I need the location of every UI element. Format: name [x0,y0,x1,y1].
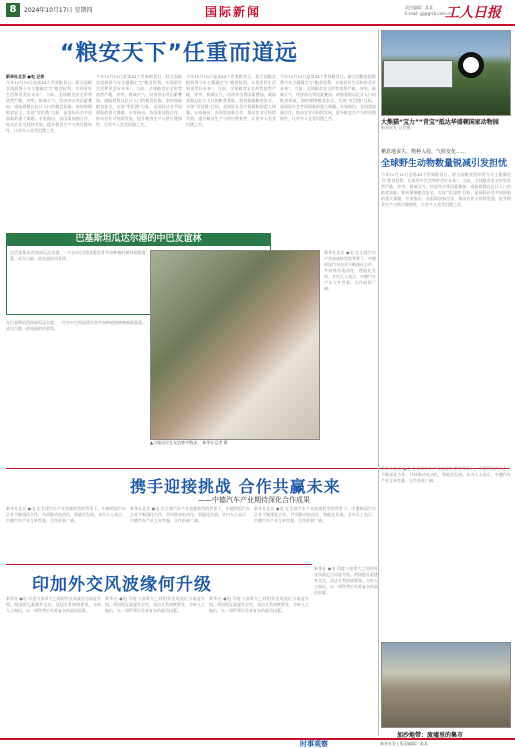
article-body: 新华社北京 ●电 在全球汽车产业加速转型的背景下，中德两国汽车企业不断深化合作，共同推动电动化、智能化发展。业内人士表示，中德汽车产业互补性强，合作前景广阔。 [381,466,511,483]
headline-grain-security[interactable]: “粮安天下”任重而道远 [60,41,298,66]
byline: 新华社北京 ●电 记者 [6,74,45,79]
panda-icon [458,52,484,78]
article-body: 新华社 ●电 印度与加拿大之间的外交风波近日再度升级。两国相互驱逐外交官，双边关系持续紧张。分析人士指出，这一事件背后有着复杂的政治因素。 [209,596,309,613]
article-body: 今年10月16日是第44个世界粮食日。联合国粮农组织将今年主题确定为“粮食权利，实现更好生活和更美好未来”。当前，全球粮食安全形势依然严峻，冲突、极端天气、经济冲击等因素叠加，威胁着数以亿计人口的粮食获取。如何保障粮食安全，实现“零饥饿”目标，是国际社会共同面临的重大课题。专家指出，各国需加强合作，推动农业可持续发展，提升粮食生产与供应链韧性，让更多人免受饥饿之苦。 [6,80,92,133]
editor-info: 责任编辑：某某 E-mail: gj@grrb.com.cn [405,5,452,16]
article-body: 新华社北京 ●电 在全球汽车产业加速转型的背景下，中德两国汽车企业不断深化合作，共同推动电动化、智能化发展。业内人士表示，中德汽车产业互补性强，合作前景广阔。 [130,506,250,523]
page-number: 8 [6,3,20,17]
article-body: 今年10月16日是第44个世界粮食日。联合国粮农组织将今年主题确定为“粮食权利，实现更好生活和更美好未来”。当前，全球粮食安全形势依然严峻，冲突、极端天气、经济冲击等因素叠加，威胁着数以亿计人口的粮食获取。如何保障粮食安全，实现“零饥饿”目标，是国际社会共同面临的重大课题。专家指出，各国需加强合作，推动农业可持续发展，提升粮食生产与供应链韧性，让更多人免受饥饿之苦。 [280,74,376,121]
box-title[interactable]: 巴基斯坦瓜达尔港的中巴友谊林 [6,233,271,246]
photo-credit: 新华社发 记者摄 [381,125,411,130]
headline-china-germany[interactable]: 携手迎接挑战 合作共赢未来 [130,477,341,496]
article-body: 今年10月16日是第44个世界粮食日。联合国粮农组织将今年主题确定为“粮食权利，实现更好生活和更美好未来”。当前，全球粮食安全形势依然严峻，冲突、极端天气、经济冲击等因素叠加，威胁着数以亿计人口的粮食获取。如何保障粮食安全，实现“零饥饿”目标，是国际社会共同面临的重大课题。专家指出，各国需加强合作，推动农业可持续发展，提升粮食生产与供应链韧性，让更多人免受饥饿之苦。 [381,172,511,207]
issue-date: 2024年10月17日 星期四 [24,7,93,14]
page-footer [0,738,515,748]
box-body: 在巴基斯坦西南部瓜达尔港，一片由中巴两国建设者共同种植的树林郁郁葱葱，成为当地一道亮丽的风景线。 [10,250,146,261]
story-kicker: 栖息地丧失、物种入侵、气候变化…… [381,149,467,155]
subheadline: ——中德汽车产业期待深化合作成果 [198,496,310,504]
column-divider [378,30,379,736]
friendship-forest-photo[interactable] [150,250,320,440]
photo-caption: 加沙地带：废墟里的集市 [397,732,464,739]
article-body: 新华社 ●电 印度与加拿大之间的外交风波近日再度升级。两国相互驱逐外交官，双边关系持续紧张。分析人士指出，这一事件背后有着复杂的政治因素。 [105,596,205,613]
gaza-market-photo[interactable] [381,642,511,728]
article-body: 新华社北京 ●电 在全球汽车产业加速转型的背景下，中德两国汽车企业不断深化合作，共同推动电动化、智能化发展。业内人士表示，中德汽车产业互补性强，合作前景广阔。 [254,506,376,523]
divider [6,564,312,565]
headline-wildlife[interactable]: 全球野生动物数量锐减引发担忧 [381,159,508,169]
article-body: 今年10月16日是第44个世界粮食日。联合国粮农组织将今年主题确定为“粮食权利，实现更好生活和更美好未来”。当前，全球粮食安全形势依然严峻，冲突、极端天气、经济冲击等因素叠加，威胁着数以亿计人口的粮食获取。如何保障粮食安全，实现“零饥饿”目标，是国际社会共同面临的重大课题。专家指出，各国需加强合作，推动农业可持续发展，提升粮食生产与供应链韧性，让更多人免受饥饿之苦。 [186,74,276,127]
footer-edition: 新华社发 | 版面编辑：某某 [380,741,428,746]
headline-india-canada[interactable]: 印加外交风波缘何升级 [32,575,212,595]
article-body: 新华社 ●电 印度与加拿大之间的外交风波近日再度升级。两国相互驱逐外交官，双边关系持续紧张。分析人士指出，这一事件背后有着复杂的政治因素。 [6,596,101,613]
photo-caption: 大熊猫“宝力”“青宝”抵达华盛顿国家动物园 [381,119,499,126]
truck-shape [383,60,453,88]
footer-logo: 时事观察 [300,740,328,748]
article-body: 新华社北京 ●电 在全球汽车产业加速转型的背景下，中德两国汽车企业不断深化合作，共同推动电动化、智能化发展。业内人士表示，中德汽车产业互补性强，合作前景广阔。 [324,250,376,291]
section-title: 国际新闻 [205,5,262,19]
photo-caption: ▲当地居民在友谊林中散步。 新华社记者 摄 [150,440,228,445]
masthead-logo: 工人日报 [445,5,501,21]
article-body: 在巴基斯坦西南部瓜达尔港，一片由中巴两国建设者共同种植的树林郁郁葱葱，成为当地一道亮丽的风景线。 [6,320,146,331]
article-body: 新华社北京 ●电 在全球汽车产业加速转型的背景下，中德两国汽车企业不断深化合作，共同推动电动化、智能化发展。业内人士表示，中德汽车产业互补性强，合作前景广阔。 [6,506,126,523]
article-body: 新华社 ●电 印度与加拿大之间的外交风波近日再度升级。两国相互驱逐外交官，双边关系持续紧张。分析人士指出，这一事件背后有着复杂的政治因素。 [314,566,378,595]
article-body: 今年10月16日是第44个世界粮食日。联合国粮农组织将今年主题确定为“粮食权利，实现更好生活和更美好未来”。当前，全球粮食安全形势依然严峻，冲突、极端天气、经济冲击等因素叠加，威胁着数以亿计人口的粮食获取。如何保障粮食安全，实现“零饥饿”目标，是国际社会共同面临的重大课题。专家指出，各国需加强合作，推动农业可持续发展，提升粮食生产与供应链韧性，让更多人免受饥饿之苦。 [96,74,182,127]
